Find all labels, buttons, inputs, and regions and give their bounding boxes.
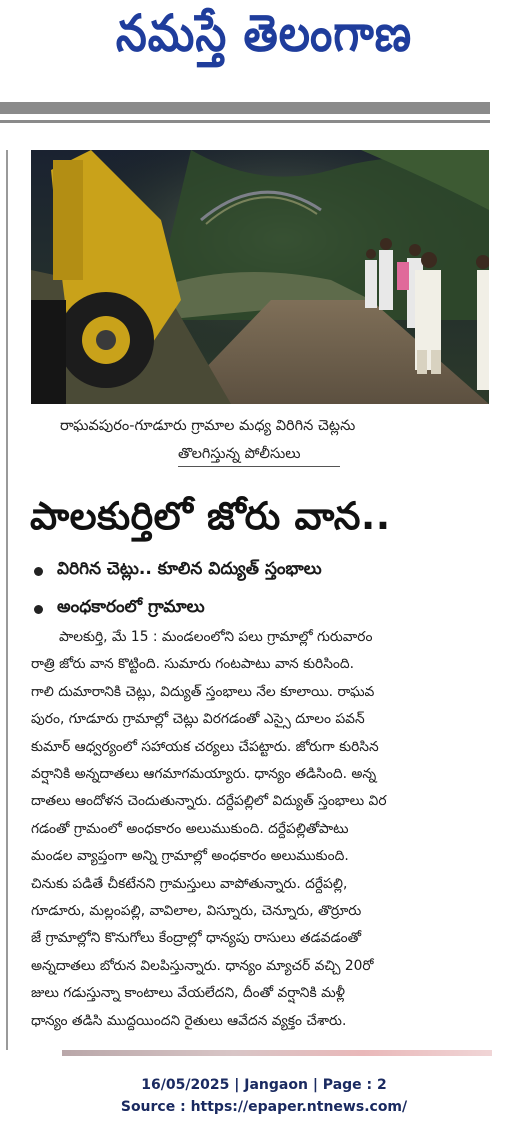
bullet-icon xyxy=(34,605,43,614)
subheading-text: విరిగిన చెట్లు.. కూలిన విద్యుత్ స్తంభాలు xyxy=(57,559,322,579)
page-footer xyxy=(0,1074,528,1118)
footer-date-edition: 16/05/2025 | Jangaon | Page : 2 xyxy=(141,1077,387,1093)
caption-line: తొలగిస్తున్న పోలీసులు xyxy=(178,446,301,462)
subheading-list xyxy=(30,552,490,628)
footer-source: Source : https://epaper.ntnews.com/ xyxy=(120,1099,408,1115)
body-line: రాత్రి జోరు వాన కొట్టింది. సుమారు గంటపాటు వాన కురిసింది. xyxy=(31,656,355,673)
body-line: దాతలు ఆందోళన చెందుతున్నారు. దర్దేపల్లిలో విద్యుత్ స్తంభాలు విర xyxy=(31,793,387,810)
body-line: మండల వ్యాప్తంగా అన్ని గ్రామాల్లో అంధకారం అలుముకుంది. xyxy=(31,848,349,865)
caption-underline xyxy=(178,466,340,467)
body-line: చినుకు పడితే చీకటేనని గ్రామస్తులు వాపోతున్నారు. దర్దేపల్లి, xyxy=(31,875,348,892)
subheading-item xyxy=(30,590,490,628)
photo-image xyxy=(31,150,489,404)
article-body xyxy=(31,624,491,1035)
caption-line: రాఘవపురం-గూడూరు గ్రామాల మధ్య విరిగిన చెట్లను xyxy=(60,418,356,434)
bullet-icon xyxy=(34,567,43,576)
masthead xyxy=(0,0,528,80)
next-article-strip xyxy=(62,1050,492,1056)
body-line: జే గ్రామాల్లోని కొనుగోలు కేంద్రాల్లో ధాన్యపు రాసులు తడవడంతో xyxy=(31,930,362,947)
masthead-rule-thin xyxy=(0,120,490,123)
news-photo xyxy=(31,150,489,404)
body-line: పురం, గూడూరు గ్రామాల్లో చెట్లు విరగడంతో ఎస్సై దూలం పవన్ xyxy=(31,711,365,728)
newspaper-logo: నమస్తే తెలంగాణ xyxy=(115,4,413,63)
body-line: పాలకుర్తి, మే 15 : మండలంలోని పలు గ్రామాల్లో గురువారం xyxy=(59,629,373,645)
subheading-item xyxy=(30,552,490,590)
body-line: గాలి దుమారానికి చెట్లు, విద్యుత్ స్తంభాలు నేల కూలాయి. రాఘవ xyxy=(31,683,375,700)
body-line: ధాన్యం తడిసి ముద్దయిందని రైతులు ఆవేదన వ్యక్తం చేశారు. xyxy=(31,1012,347,1029)
body-line: కుమార్ ఆధ్వర్యంలో సహాయక చర్యలు చేపట్టారు. జోరుగా కురిసిన xyxy=(31,738,379,755)
subheading-text: అంధకారంలో గ్రామాలు xyxy=(57,597,205,617)
column-border xyxy=(6,150,8,1050)
body-line: జులు గడుస్తున్నా కాంటాలు వేయలేదని, దీంతో వర్షానికి మళ్లీ xyxy=(31,985,345,1002)
photo-caption xyxy=(60,412,490,468)
body-line: అన్నదాతలు బోరున విలపిస్తున్నారు. ధాన్యం మ్యాచర్ వచ్చి 20రో xyxy=(31,957,374,974)
masthead-rule-thick xyxy=(0,102,490,114)
body-line: గూడూరు, మల్లంపల్లి, వావిలాల, విస్నూరు, చెన్నూరు, తొర్రూరు xyxy=(31,903,362,920)
article-headline: పాలకుర్తిలో జోరు వాన.. xyxy=(30,494,391,538)
body-line: వర్షానికి అన్నదాతలు ఆగమాగమయ్యారు. ధాన్యం తడిసింది. అన్న xyxy=(31,766,377,783)
body-line: గడంతో గ్రామంలో అంధకారం అలుముకుంది. దర్దేపల్లితోపాటు xyxy=(31,820,349,837)
